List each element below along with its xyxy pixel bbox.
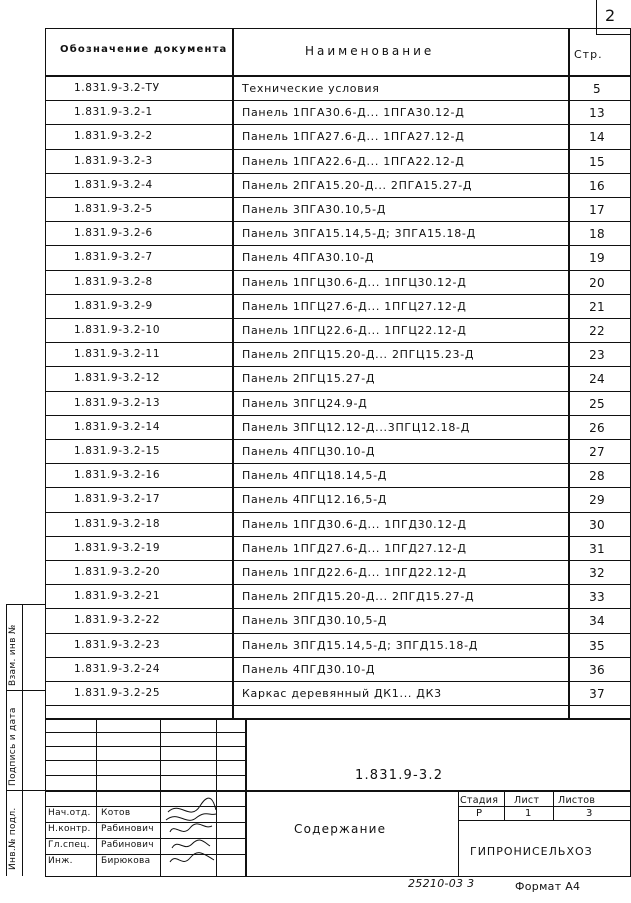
row-code: 1.831.9-3.2-ТУ xyxy=(74,82,160,94)
side-box-mid xyxy=(22,604,23,876)
row-page: 26 xyxy=(589,420,605,435)
row-code: 1.831.9-3.2-5 xyxy=(74,203,153,215)
sheets-value: 3 xyxy=(586,808,593,819)
row-code: 1.831.9-3.2-21 xyxy=(74,590,161,603)
doc-code: 1.831.9-3.2 xyxy=(355,768,444,783)
doc-title: Содержание xyxy=(294,822,387,836)
order-number: 25210-03 3 xyxy=(408,877,475,890)
row-code: 1.831.9-3.2-14 xyxy=(74,420,161,433)
row-code: 1.831.9-3.2-25 xyxy=(74,687,161,699)
row-rule xyxy=(45,221,631,222)
row-rule xyxy=(45,391,631,392)
sheet-number: 2 xyxy=(605,6,616,25)
row-name: Технические условия xyxy=(242,82,380,95)
row-rule xyxy=(45,294,631,295)
side-box-top xyxy=(6,604,45,605)
tb-right-divider xyxy=(458,790,459,876)
format-label: Формат А4 xyxy=(515,880,581,893)
side-label-podpis-data: Подпись и дата xyxy=(8,707,18,786)
row-page: 17 xyxy=(589,203,605,217)
sheet-value: 1 xyxy=(525,808,532,819)
row-code: 1.831.9-3.2-23 xyxy=(74,638,161,651)
row-page: 32 xyxy=(589,566,605,580)
side-box-left xyxy=(6,604,7,876)
stage-label: Стадия xyxy=(460,795,499,806)
header-bottom-rule xyxy=(45,75,631,77)
row-name: Панель 1ПГД27.6-Д... 1ПГД27.12-Д xyxy=(242,541,467,555)
row-code: 1.831.9-3.2-11 xyxy=(74,348,161,361)
row-page: 20 xyxy=(589,275,605,290)
sheet-number-box-bottom xyxy=(596,34,630,35)
tb-right-hline-1 xyxy=(458,806,630,807)
tb-right-vline-1 xyxy=(504,790,505,820)
row-name: Панель 3ПГА15.14,5-Д; 3ПГА15.18-Д xyxy=(242,227,476,241)
tb-hline-1 xyxy=(45,732,245,733)
row-rule xyxy=(45,245,631,246)
row-page: 28 xyxy=(589,469,605,484)
tb-vline-4 xyxy=(245,718,247,876)
row-page: 24 xyxy=(589,372,605,387)
row-page: 22 xyxy=(589,324,605,338)
row-rule xyxy=(45,512,631,513)
organization: ГИПРОНИСЕЛЬХОЗ xyxy=(470,845,593,858)
col-name-header: Наименование xyxy=(305,44,435,58)
signer-name: Бирюкова xyxy=(101,856,151,866)
row-name: Панель 2ПГЦ15.27-Д xyxy=(242,372,376,386)
row-rule xyxy=(45,560,631,561)
row-code: 1.831.9-3.2-22 xyxy=(74,614,161,627)
row-code: 1.831.9-3.2-19 xyxy=(74,541,161,554)
row-page: 35 xyxy=(589,638,605,653)
tb-hline-4 xyxy=(45,775,245,776)
row-page: 36 xyxy=(589,662,605,677)
row-name: Панель 1ПГА30.6-Д... 1ПГА30.12-Д xyxy=(242,106,465,120)
row-code: 1.831.9-3.2-7 xyxy=(74,251,153,264)
row-code: 1.831.9-3.2-20 xyxy=(74,566,161,578)
row-page: 29 xyxy=(589,493,605,508)
row-name: Каркас деревянный ДК1... ДК3 xyxy=(242,687,442,700)
signer-name: Рабинович xyxy=(101,824,154,834)
row-code: 1.831.9-3.2-15 xyxy=(74,445,161,457)
signer-name: Рабинович xyxy=(101,840,154,850)
row-code: 1.831.9-3.2-16 xyxy=(74,469,161,482)
tb-hline-3 xyxy=(45,760,245,761)
row-name: Панель 3ПГД30.10,5-Д xyxy=(242,614,388,628)
row-page: 19 xyxy=(589,251,605,266)
col-page-header: Стр. xyxy=(574,48,603,61)
row-rule xyxy=(45,633,631,634)
title-block-top xyxy=(45,718,631,720)
row-page: 34 xyxy=(589,614,605,629)
row-code: 1.831.9-3.2-4 xyxy=(74,178,153,191)
sheets-label: Листов xyxy=(558,795,596,806)
row-name: Панель 1ПГД30.6-Д... 1ПГД30.12-Д xyxy=(242,517,467,531)
frame-left xyxy=(45,28,46,876)
signer-name: Котов xyxy=(101,808,131,818)
row-rule xyxy=(45,173,631,174)
row-rule xyxy=(45,197,631,198)
row-page: 15 xyxy=(589,154,605,169)
row-code: 1.831.9-3.2-18 xyxy=(74,517,161,530)
tb-hline-main xyxy=(45,790,631,792)
row-name: Панель 4ПГА30.10-Д xyxy=(242,251,375,265)
row-page: 23 xyxy=(589,348,605,363)
row-rule xyxy=(45,584,631,585)
row-name: Панель 4ПГД30.10-Д xyxy=(242,662,376,676)
row-name: Панель 3ПГА30.10,5-Д xyxy=(242,203,387,216)
row-code: 1.831.9-3.2-8 xyxy=(74,275,153,288)
row-rule xyxy=(45,439,631,440)
row-name: Панель 1ПГЦ22.6-Д... 1ПГЦ22.12-Д xyxy=(242,324,467,337)
row-rule xyxy=(45,366,631,367)
row-name: Панель 1ПГЦ27.6-Д... 1ПГЦ27.12-Д xyxy=(242,299,467,313)
side-label-vzam-inv: Взам. инв № xyxy=(8,624,18,686)
signer-role: Инж. xyxy=(48,856,73,866)
row-name: Панель 1ПГА27.6-Д... 1ПГА27.12-Д xyxy=(242,130,465,144)
row-code: 1.831.9-3.2-13 xyxy=(74,396,161,409)
row-name: Панель 2ПГА15.20-Д... 2ПГА15.27-Д xyxy=(242,178,473,192)
row-code: 1.831.9-3.2-1 xyxy=(74,106,153,119)
col-divider-1 xyxy=(232,28,234,718)
row-rule xyxy=(45,149,631,150)
row-page: 14 xyxy=(589,130,605,145)
sheet-label: Лист xyxy=(514,795,540,806)
tb-vline-1 xyxy=(96,718,97,876)
signer-role: Гл.спец. xyxy=(48,840,90,850)
row-name: Панель 4ПГЦ18.14,5-Д xyxy=(242,469,388,483)
row-code: 1.831.9-3.2-10 xyxy=(74,324,161,336)
stage-value: Р xyxy=(476,808,483,819)
frame-bottom xyxy=(45,876,631,877)
row-name: Панель 2ПГД15.20-Д... 2ПГД15.27-Д xyxy=(242,590,475,604)
row-rule xyxy=(45,705,631,706)
row-page: 5 xyxy=(593,82,601,96)
row-code: 1.831.9-3.2-6 xyxy=(74,227,153,240)
col-designation-header: Обозначение документа xyxy=(60,44,228,55)
row-rule xyxy=(45,100,631,101)
row-rule xyxy=(45,657,631,658)
row-rule xyxy=(45,681,631,682)
row-code: 1.831.9-3.2-9 xyxy=(74,299,153,312)
row-page: 31 xyxy=(589,541,605,556)
side-box-sep1 xyxy=(6,690,45,691)
row-page: 37 xyxy=(589,687,605,701)
row-page: 30 xyxy=(589,517,605,532)
row-code: 1.831.9-3.2-3 xyxy=(74,154,153,167)
row-name: Панель 1ПГД22.6-Д... 1ПГД22.12-Д xyxy=(242,566,467,579)
row-name: Панель 2ПГЦ15.20-Д... 2ПГЦ15.23-Д xyxy=(242,348,475,362)
row-name: Панель 3ПГЦ24.9-Д xyxy=(242,396,368,410)
row-page: 13 xyxy=(589,106,605,121)
row-page: 21 xyxy=(589,299,605,314)
row-code: 1.831.9-3.2-2 xyxy=(74,130,153,143)
signer-role: Нач.отд. xyxy=(48,808,91,818)
row-rule xyxy=(45,318,631,319)
row-rule xyxy=(45,463,631,464)
row-name: Панель 4ПГЦ12.16,5-Д xyxy=(242,493,388,507)
row-page: 16 xyxy=(589,178,605,193)
signatures-image xyxy=(160,792,220,876)
tb-right-hline-2 xyxy=(458,820,630,821)
row-rule xyxy=(45,270,631,271)
row-code: 1.831.9-3.2-24 xyxy=(74,662,161,675)
row-name: Панель 1ПГА22.6-Д... 1ПГА22.12-Д xyxy=(242,154,465,168)
row-rule xyxy=(45,487,631,488)
row-page: 25 xyxy=(589,396,605,411)
row-name: Панель 3ПГЦ12.12-Д...3ПГЦ12.18-Д xyxy=(242,420,471,434)
row-name: Панель 1ПГЦ30.6-Д... 1ПГЦ30.12-Д xyxy=(242,275,467,289)
tb-hline-2 xyxy=(45,746,245,747)
row-page: 33 xyxy=(589,590,605,605)
row-code: 1.831.9-3.2-17 xyxy=(74,493,161,506)
side-box-sep2 xyxy=(6,790,45,791)
row-page: 27 xyxy=(589,445,605,459)
row-rule xyxy=(45,415,631,416)
row-page: 18 xyxy=(589,227,605,242)
row-rule xyxy=(45,608,631,609)
row-rule xyxy=(45,536,631,537)
frame-top xyxy=(45,28,631,29)
row-name: Панель 3ПГД15.14,5-Д; 3ПГД15.18-Д xyxy=(242,638,479,652)
row-code: 1.831.9-3.2-12 xyxy=(74,372,161,385)
row-name: Панель 4ПГЦ30.10-Д xyxy=(242,445,376,458)
tb-right-vline-2 xyxy=(553,790,554,820)
side-label-inv-podl: Инв.№ подл. xyxy=(8,807,18,870)
row-rule xyxy=(45,342,631,343)
row-rule xyxy=(45,124,631,125)
signer-role: Н.контр. xyxy=(48,824,91,834)
